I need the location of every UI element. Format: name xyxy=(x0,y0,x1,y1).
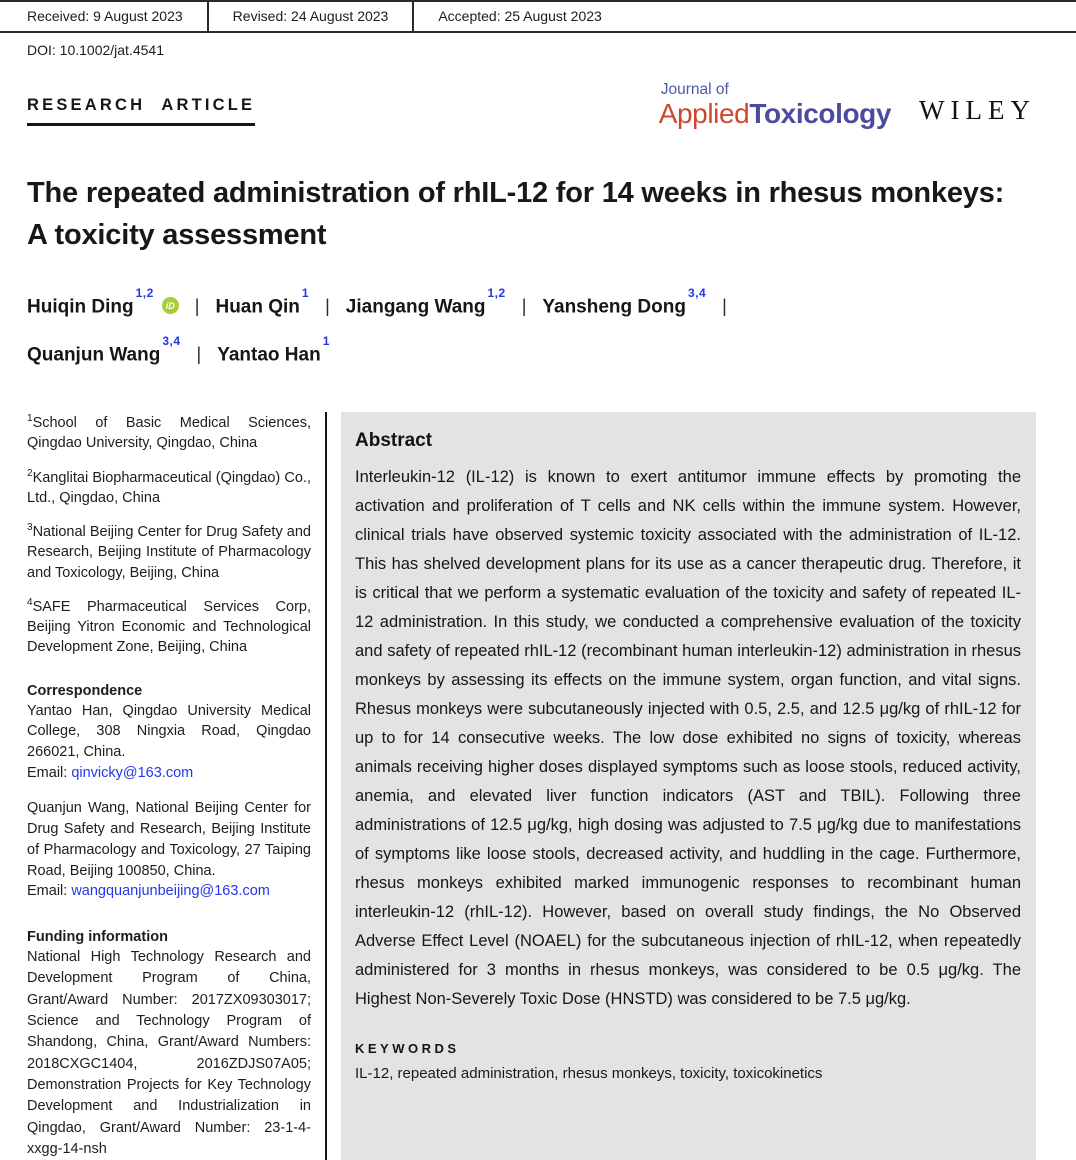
funding-text: National High Technology Research and Development Program of China, Grant/Award Number: 2017ZX09303017; Science and Technology Program of Shandong, China, Grant/Award Numbers: 2018CXGC1404, 2016ZDJS07A05; Demonstration Projects for Key Technology Development and Industrialization in Qingdao, Grant/Award Number: 23-1-4-xxgg-14-nsh xyxy=(27,949,311,1157)
email-link-wangquanjun[interactable]: wangquanjunbeijing@163.com xyxy=(71,883,270,900)
left-sidebar xyxy=(27,412,325,1160)
author-jiangang-wang: Jiangang Wang$^{1,2}$ xyxy=(345,285,506,317)
abstract-heading: Abstract xyxy=(355,430,433,452)
author-affiliation-sup: 3,4 xyxy=(162,333,181,348)
correspondence-section xyxy=(27,683,311,903)
author-huiqin-ding: Huiqin Ding$^{1,2}$ xyxy=(27,285,154,317)
section-label: RESEARCH ARTICLE xyxy=(27,96,255,126)
author-separator: | xyxy=(722,295,727,316)
email-line: Email: qinvicky@163.com xyxy=(27,764,194,781)
funding-heading: Funding information xyxy=(27,929,168,946)
correspondence-entry-1: Yantao Han, Qingdao University Medical College, 308 Ningxia Road, Qingdao 266021, China. Email: qinvicky@163.com xyxy=(27,701,311,784)
author-quanjun-wang: Quanjun Wang$^{3,4}$ xyxy=(27,333,181,366)
authors-row xyxy=(27,285,1036,367)
doi: DOI: 10.1002/jat.4541 xyxy=(27,42,164,58)
affiliation-4: $^4$SAFE Pharmaceutical Services Corp, Beijing Yitron Economic and Technological Development Zone, Beijing, China xyxy=(27,596,311,656)
author-separator: | xyxy=(194,295,200,316)
journal-logo-toxicology: Toxicology xyxy=(749,97,892,129)
email-link-qinvicky[interactable]: qinvicky@163.com xyxy=(71,764,194,781)
author-affiliation-sup: 1,2 xyxy=(487,285,506,300)
affiliation-2: $^2$Kanglitai Biopharmaceutical (Qingdao) Co., Ltd., Qingdao, China xyxy=(27,467,311,506)
meta-bar xyxy=(0,0,1076,33)
orcid-icon[interactable]: iD xyxy=(162,297,179,314)
page-title: The repeated administration of rhIL-12 for 14 weeks in rhesus monkeys: A toxicity assessment xyxy=(27,176,1005,251)
author-yansheng-dong: Yansheng Dong$^{3,4}$ xyxy=(542,285,707,317)
keywords-text: IL-12, repeated administration, rhesus monkeys, toxicity, toxicokinetics xyxy=(355,1065,823,1083)
keywords-heading: KEYWORDS xyxy=(355,1041,460,1057)
author-huan-qin: Huan Qin$^1$ xyxy=(215,285,310,317)
journal-logo xyxy=(659,82,891,128)
header-row xyxy=(27,82,1036,128)
journal-logo-group xyxy=(659,82,1036,128)
author-affiliation-sup: 1,2 xyxy=(135,285,154,300)
author-separator: | xyxy=(196,344,202,365)
correspondence-heading: Correspondence xyxy=(27,682,143,699)
journal-logo-name xyxy=(658,97,892,129)
received-date: Received: 9 August 2023 xyxy=(0,2,209,31)
affiliation-3: $^3$National Beijing Center for Drug Safety and Research, Beijing Institute of Pharmacology and Toxicology, Beijing, China xyxy=(27,522,311,581)
author-affiliation-sup: 1 xyxy=(322,333,330,348)
author-separator: | xyxy=(325,295,330,316)
author-yantao-han: Yantao Han$^1$ xyxy=(217,333,330,366)
column-divider xyxy=(325,412,327,1160)
affiliation-1: $^1$School of Basic Medical Sciences, Qingdao University, Qingdao, China xyxy=(27,413,311,452)
author-affiliation-sup: 1 xyxy=(301,285,310,300)
author-separator: | xyxy=(521,295,527,316)
journal-logo-applied: Applied xyxy=(658,97,750,129)
affiliations xyxy=(27,412,311,657)
correspondence-entry-2: Quanjun Wang, National Beijing Center for Drug Safety and Research, Beijing Institute of Pharmacology and Toxicology, 27 Taiping Road, Beijing 100850, China. Email: wangquanjunbeijing@163.com xyxy=(27,798,311,902)
abstract-text: Interleukin-12 (IL-12) is known to exert antitumor immune effects by promoting the activation and proliferation of T cells and NK cells within the immune system. However, clinical trials have observed systemic toxicity associated with the administration of IL-12. This has shelved development plans for its use as a cancer therapeutic drug. Therefore, it is critical that we perform a systematic evaluation of the toxicity and safety of repeated IL-12 administration. In this study, we conducted a comprehensive evaluation of the toxicity and safety of repeated rhIL-12 (recombinant human interleukin-12) administration in rhesus monkeys by assessing its effects on the immune system, organ function, and vital signs. Rhesus monkeys were subcutaneously injected with 0.5, 2.5, and 12.5 μg/kg of rhIL-12 for up to for 14 consecutive weeks. The low dose exhibited no signs of toxicity, whereas animals receiving higher doses displayed symptoms such as loose stools, reduced activity, anemia, and elevated liver function indicators (AST and TBIL). Following three administrations of 12.5 μg/kg, high dosing was adjusted to 7.5 μg/kg due to manifestations of symptoms like loose stools, decreased activity, and huddling in the cage. Furthermore, rhesus monkeys exhibited marked immunogenic responses to recombinant human interleukin-12 (rhIL-12). However, based on overall study findings, the No Observed Adverse Effect Level (NOAEL) for the subcutaneous injection of rhIL-12, when repeatedly administered for 3 months in rhesus monkeys, was considered to be 0.5 μg/kg. The Highest Non-Severely Toxic Dose (HNSTD) was considered to be 7.5 μg/kg. xyxy=(355,468,1021,1009)
email-line: Email: wangquanjunbeijing@163.com xyxy=(27,883,270,900)
wiley-logo: WILEY xyxy=(919,94,1036,125)
revised-date: Revised: 24 August 2023 xyxy=(209,2,415,31)
body-columns xyxy=(27,412,1036,1160)
journal-logo-line1: Journal of xyxy=(660,81,729,98)
abstract-panel xyxy=(341,412,1036,1160)
author-affiliation-sup: 3,4 xyxy=(687,285,707,300)
accepted-date: Accepted: 25 August 2023 xyxy=(438,8,602,24)
funding-section xyxy=(27,929,311,1160)
